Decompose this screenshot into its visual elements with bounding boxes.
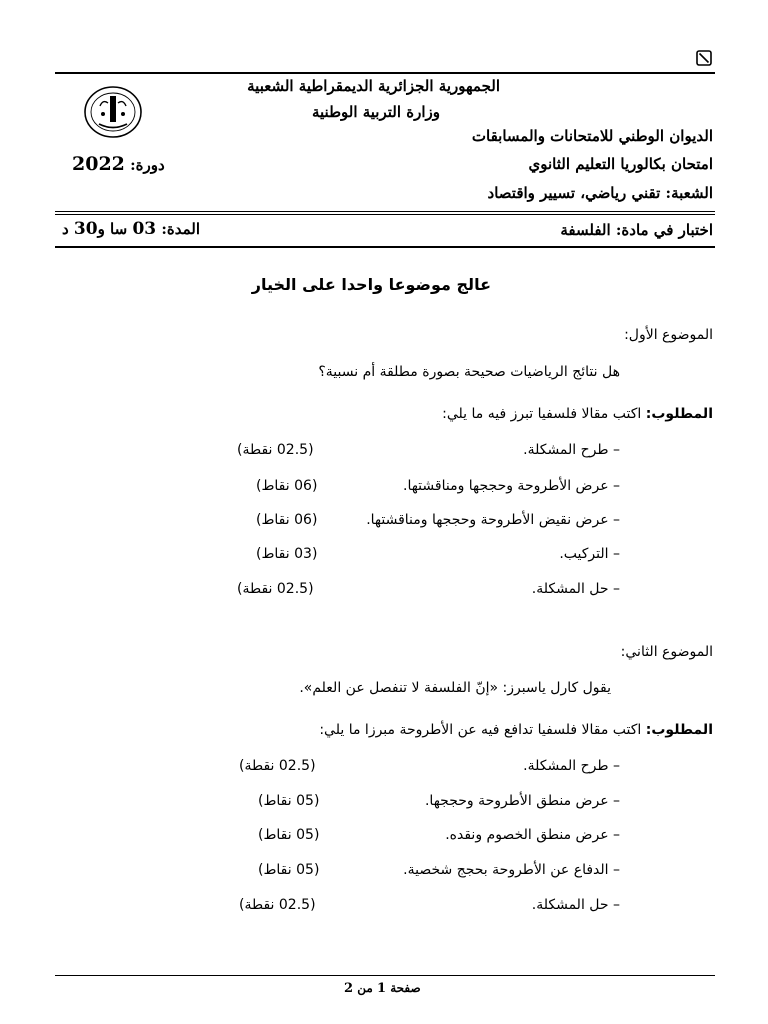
topic2-required-text: اكتب مقالا فلسفيا تدافع فيه عن الأطروحة مبرزا ما يلي: (319, 722, 642, 738)
topic1-item-2: – عرض الأطروحة وحججها ومناقشتها. (403, 478, 620, 494)
topic2-item-1-points: (02.5 نقطة) (239, 758, 316, 774)
topic1-required (442, 406, 713, 422)
topic1-item-3: – عرض نقيض الأطروحة وحججها ومناقشتها. (366, 512, 620, 528)
corner-box-icon (696, 50, 712, 66)
page-total: 2 (344, 981, 354, 996)
exam-instruction: عالج موضوعا واحدا على الخيار (251, 275, 491, 294)
stream-label: الشعبة: تقني رياضي، تسيير واقتصاد (487, 184, 713, 202)
ministry-emblem-icon (82, 84, 144, 140)
header-rule-upper (55, 211, 715, 212)
topic1-item-4: – التركيب. (559, 546, 620, 562)
topic1-item-5-points: (02.5 نقطة) (237, 581, 314, 597)
topic1-item-5: – حل المشكلة. (531, 581, 620, 597)
topic2-required-label: المطلوب: (645, 722, 713, 738)
top-rule (55, 72, 715, 74)
subject-rule (55, 246, 715, 248)
page-current: 1 (376, 981, 387, 996)
topic1-question: هل نتائج الرياضيات صحيحة بصورة مطلقة أم نسبية؟ (318, 364, 620, 380)
duration-hours-unit: سا و (97, 220, 128, 238)
session-label: دورة: (130, 156, 165, 174)
topic2-item-5: – حل المشكلة. (531, 897, 620, 913)
topic2-item-3: – عرض منطق الخصوم ونقده. (445, 827, 620, 843)
topic2-item-5-points: (02.5 نقطة) (239, 897, 316, 913)
footer-rule (55, 975, 715, 976)
session-info (72, 153, 165, 175)
duration-minutes-unit: د (62, 220, 69, 238)
page-label: صفحة (390, 981, 421, 995)
topic2-question: يقول كارل ياسبرز: «إنّ الفلسفة لا تنفصل عن العلم». (299, 680, 611, 696)
topic2-item-4: – الدفاع عن الأطروحة بحجج شخصية. (403, 862, 620, 878)
topic2-item-2-points: (05 نقاط) (258, 793, 320, 809)
duration-info (62, 219, 200, 239)
topic1-item-4-points: (03 نقاط) (256, 546, 318, 562)
header-rule-lower (55, 214, 715, 215)
republic-name: الجمهورية الجزائرية الديمقراطية الشعبية (247, 77, 500, 95)
subject-label: اختبار في مادة: الفلسفة (560, 221, 713, 239)
duration-label: المدة: (161, 220, 201, 238)
exam-name: امتحان بكالوريا التعليم الثانوي (528, 155, 713, 173)
page-of: من (357, 981, 373, 995)
topic2-item-2: – عرض منطق الأطروحة وحججها. (424, 793, 620, 809)
session-year: 2022 (72, 153, 125, 175)
page-number (344, 981, 421, 996)
topic1-required-text: اكتب مقالا فلسفيا تبرز فيه ما يلي: (442, 406, 642, 422)
office-name: الديوان الوطني للامتحانات والمسابقات (471, 127, 713, 145)
topic1-item-1: – طرح المشكلة. (523, 442, 620, 458)
topic2-item-4-points: (05 نقاط) (258, 862, 320, 878)
topic1-title: الموضوع الأول: (624, 327, 713, 343)
topic2-title: الموضوع الثاني: (620, 644, 713, 660)
topic1-item-1-points: (02.5 نقطة) (237, 442, 314, 458)
topic2-required (319, 722, 713, 738)
duration-hours: 03 (132, 219, 157, 239)
topic2-item-1: – طرح المشكلة. (523, 758, 620, 774)
topic1-item-2-points: (06 نقاط) (256, 478, 318, 494)
ministry-name: وزارة التربية الوطنية (311, 103, 440, 121)
topic1-item-3-points: (06 نقاط) (256, 512, 318, 528)
topic1-required-label: المطلوب: (645, 406, 713, 422)
topic2-item-3-points: (05 نقاط) (258, 827, 320, 843)
duration-minutes: 30 (73, 219, 98, 239)
